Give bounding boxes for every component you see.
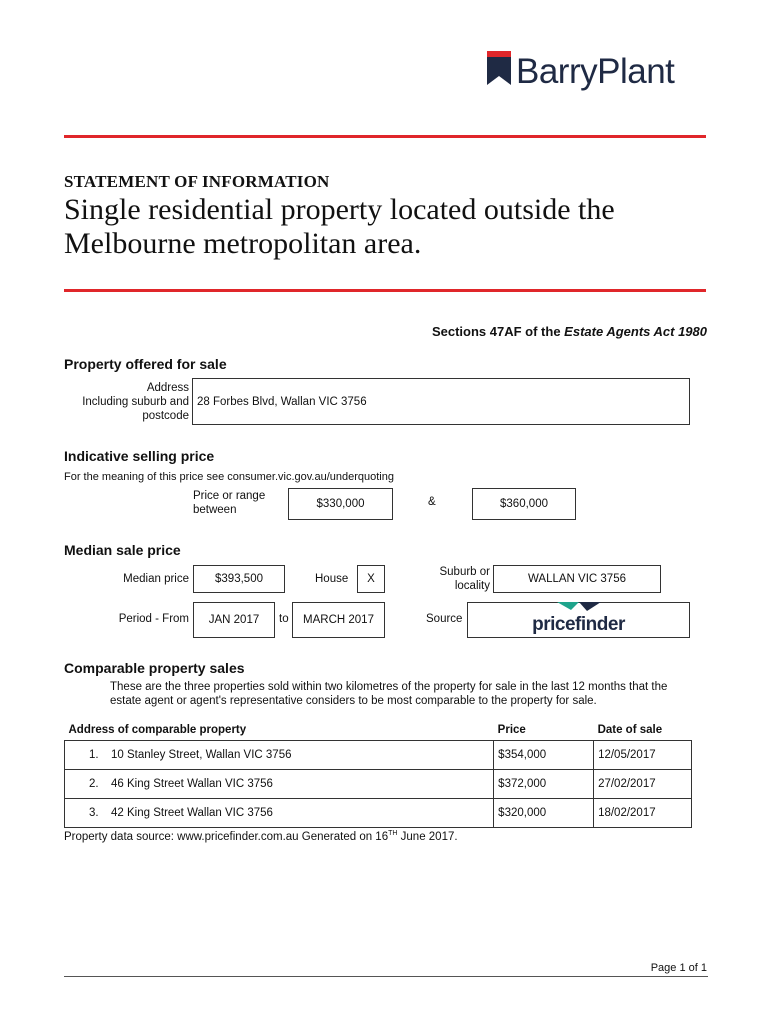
date-cell: 12/05/2017 [594, 741, 692, 770]
address-label-line3: postcode [142, 410, 189, 422]
title-divider [64, 289, 706, 292]
row-address: 42 King Street Wallan VIC 3756 [111, 807, 273, 819]
act-name: Estate Agents Act 1980 [564, 324, 707, 339]
address-label-line2: Including suburb and [82, 396, 189, 408]
data-source-note [64, 827, 458, 844]
house-checkbox: X [357, 565, 385, 593]
row-address: 46 King Street Wallan VIC 3756 [111, 778, 273, 790]
source-label: Source [426, 613, 463, 625]
period-to-field: MARCH 2017 [292, 602, 385, 638]
address-label [64, 381, 189, 423]
price-low-field: $330,000 [288, 488, 393, 520]
barry-plant-logo [486, 50, 708, 98]
date-cell: 27/02/2017 [594, 770, 692, 799]
row-address: 10 Stanley Street, Wallan VIC 3756 [111, 749, 292, 761]
address-label-line1: Address [146, 382, 189, 394]
data-source-suffix: June 2017. [397, 830, 458, 843]
sections-prefix: Sections 47AF of the [431, 324, 565, 339]
suburb-label [420, 565, 490, 593]
comparable-intro: These are the three properties sold within two kilometres of the property for sale in the last 12 months that the estate agent or agent's representative considers to be most comparable to the property for sale. [110, 681, 668, 707]
house-label: House [315, 573, 349, 585]
col-price: Price [497, 724, 526, 736]
median-value-field: $393,500 [193, 565, 285, 593]
address-field: 28 Forbes Blvd, Wallan VIC 3756 [192, 378, 690, 425]
price-cell: $320,000 [494, 799, 594, 828]
period-from-field: JAN 2017 [193, 602, 275, 638]
heading-indicative-price: Indicative selling price [64, 448, 215, 464]
table-row [65, 799, 692, 828]
bookmark-icon [486, 51, 512, 85]
row-number: 3. [89, 807, 99, 819]
row-number: 2. [89, 778, 99, 790]
period-label: Period - From [118, 613, 189, 625]
median-label: Median price [123, 573, 189, 585]
pricefinder-logo: pricefinder [532, 614, 625, 635]
address-cell [65, 799, 494, 828]
range-label-line2: between [193, 504, 237, 516]
page-number: Page 1 of 1 [650, 962, 707, 974]
logo-wordmark: BarryPlant [516, 52, 675, 91]
top-divider [64, 135, 706, 138]
heading-median-price: Median sale price [64, 542, 181, 558]
sections-reference [432, 324, 707, 339]
col-address: Address of comparable property [68, 724, 247, 736]
address-cell [65, 770, 494, 799]
source-field [467, 602, 690, 638]
period-to-label: to [279, 613, 289, 625]
data-source-superscript: TH [388, 830, 398, 837]
price-high-field: $360,000 [472, 488, 576, 520]
row-number: 1. [89, 749, 99, 761]
table-header-row [65, 720, 692, 741]
price-cell: $354,000 [494, 741, 594, 770]
table-row [65, 741, 692, 770]
address-cell [65, 741, 494, 770]
table-row [65, 770, 692, 799]
footer-divider [64, 976, 708, 977]
heading-property-offered: Property offered for sale [64, 356, 227, 372]
price-cell: $372,000 [494, 770, 594, 799]
data-source-prefix: Property data source: www.pricefinder.com.au Generated on 16 [64, 830, 389, 843]
comparable-table [64, 720, 692, 828]
col-date: Date of sale [597, 724, 663, 736]
ampersand: & [428, 496, 436, 508]
page-title: Single residential property located outside the Melbourne metropolitan area. [64, 193, 615, 260]
pricefinder-mark-icon [557, 602, 601, 612]
range-label-line1: Price or range [193, 490, 266, 502]
suburb-label-line2: locality [454, 580, 490, 592]
suburb-field: WALLAN VIC 3756 [493, 565, 661, 593]
range-label [193, 489, 265, 517]
statement-kicker: STATEMENT OF INFORMATION [64, 172, 330, 191]
date-cell: 18/02/2017 [594, 799, 692, 828]
underquoting-note: For the meaning of this price see consumer.vic.gov.au/underquoting [64, 471, 394, 483]
suburb-label-line1: Suburb or [439, 566, 490, 578]
heading-comparable-sales: Comparable property sales [64, 660, 245, 676]
